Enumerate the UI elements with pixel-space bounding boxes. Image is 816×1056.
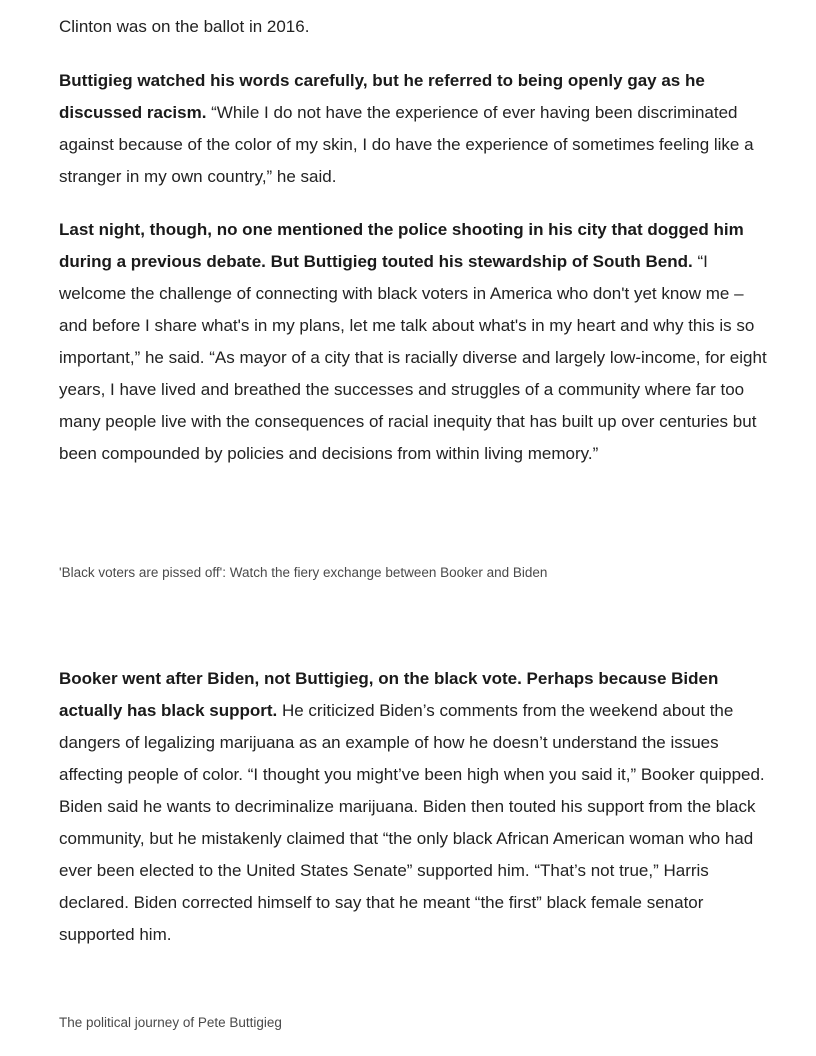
video-caption-booker-biden[interactable]: 'Black voters are pissed off': Watch the fiery exchange between Booker and Biden	[59, 565, 548, 580]
paragraph-2-lead: Buttigieg watched his words carefully, but he referred to being openly gay as he discussed racism.	[59, 71, 705, 122]
paragraph-3	[59, 214, 771, 470]
paragraph-4-lead: Booker went after Biden, not Buttigieg, on the black vote. Perhaps because Biden actually has black support.	[59, 669, 719, 720]
paragraph-1-text: Clinton was on the ballot in 2016.	[59, 17, 310, 36]
paragraph-1	[59, 11, 771, 43]
video-caption-buttigieg-journey[interactable]: The political journey of Pete Buttigieg	[59, 1015, 282, 1030]
paragraph-3-text: “I welcome the challenge of connecting with black voters in America who don't yet know me – and before I share what's in my plans, let me talk about what's in my heart and why this is so important,” he said. “As mayor of a city that is racially diverse and largely low-income, for eight years, I have lived and breathed the successes and struggles of a community where far too many people live with the consequences of racial inequity that has built up over centuries but been compounded by policies and decisions from within living memory.”	[59, 252, 767, 463]
paragraph-2-text: “While I do not have the experience of ever having been discriminated against because of the color of my skin, I do have the experience of sometimes feeling like a stranger in my own country,” he said.	[59, 103, 754, 186]
paragraph-3-lead: Last night, though, no one mentioned the police shooting in his city that dogged him during a previous debate. But Buttigieg touted his stewardship of South Bend.	[59, 220, 744, 271]
paragraph-4-text: He criticized Biden’s comments from the weekend about the dangers of legalizing marijuana as an example of how he doesn’t understand the issues affecting people of color. “I thought you might’ve been high when you said it,” Booker quipped. Biden said he wants to decriminalize marijuana. Biden then touted his support from the black community, but he mistakenly claimed that “the only black African American woman who had ever been elected to the United States Senate” supported him. “That’s not true,” Harris declared. Biden corrected himself to say that he meant “the first” black female senator supported him.	[59, 701, 765, 944]
paragraph-4	[59, 663, 771, 951]
paragraph-2	[59, 65, 771, 193]
